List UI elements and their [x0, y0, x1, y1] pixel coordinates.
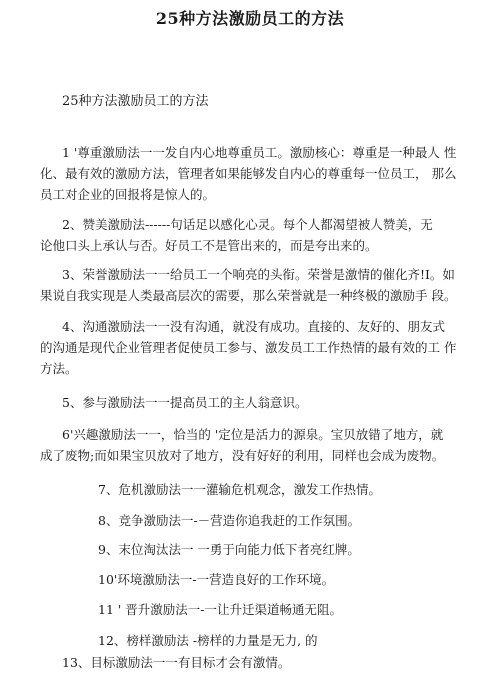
paragraph-line: 化、最有效的激励方法，管理者如果能够发自内心的尊重每一位员工， 那么	[40, 166, 457, 181]
paragraph-6	[40, 424, 460, 466]
paragraph-line: 1 '尊重激励法一一发自内心地尊重员工。激励核心：尊重是一种最人 性	[62, 145, 457, 160]
paragraph-line: 8、竞争激励法一-－营造你追我赶的工作氛围。	[98, 513, 361, 528]
paragraph-line: 果说自我实现是人类最高层次的需要，那么荣誉就是一种终极的激励手 段。	[40, 288, 457, 303]
paragraph-10	[98, 569, 500, 590]
document-subtitle: 25种方法激励员工的方法	[62, 94, 209, 109]
paragraph-line: 5、参与激励法一一提高员工的主人翁意识。	[62, 395, 308, 410]
paragraph-7	[98, 479, 500, 500]
paragraph-line: 9、末位淘汰法一 一勇于向能力低下者亮红牌。	[98, 542, 360, 557]
paragraph-line: 12、榜样激励法 -榜样的力量是无力, 的	[98, 633, 318, 648]
paragraph-line: 6'兴趣激励法一一，恰当的 '定位是活力的源泉。宝贝放错了地方，就	[62, 427, 444, 442]
paragraph-line: 13、目标激励法一一有目标才会有激情。	[62, 655, 291, 670]
paragraph-line: 7、危机激励法一一灌输危机观念，激发工作热情。	[98, 482, 381, 497]
paragraph-line: 员工对企业的回报将是惊人的。	[40, 187, 216, 202]
paragraph-8	[98, 510, 500, 531]
paragraph-line: 成了废物;而如果宝贝放对了地方，没有好好的利用，同样也会成为废物。	[40, 448, 445, 463]
paragraph-13	[62, 652, 482, 673]
paragraph-line: 论他口头上承认与否。好员工不是管出来的，而是夸出来的。	[40, 238, 378, 253]
paragraph-line: 11 ' 晋升激励法一-一让升迁渠道畅通无阻。	[98, 602, 343, 617]
paragraph-line: 3、荣誉激励法一一给员工一个响亮的头衔。荣誉是激情的催化齐!I。如	[62, 267, 455, 282]
paragraph-line: 4、沟通激励法一一没有沟通，就没有成功。直接的、友好的、朋友式	[62, 319, 445, 334]
paragraph-line: 方法。	[40, 361, 78, 376]
paragraph-line: 10'环境激励法一-一营造良好的工作环境。	[98, 572, 335, 587]
paragraph-4	[40, 316, 460, 379]
paragraph-9	[98, 539, 500, 560]
document-title: 25种方法激励员工的方法	[155, 9, 345, 28]
paragraph-11	[98, 599, 500, 620]
paragraph-line: 2、赞美激励法------句话足以感化心灵。每个人都渴望被人赞美，无	[62, 217, 433, 232]
paragraph-line: 的沟通是现代企业管理者促使员工参与、激发员工工作热情的最有效的工 作	[40, 340, 457, 355]
paragraph-12	[98, 630, 500, 651]
paragraph-5	[40, 392, 460, 413]
paragraph-3	[40, 264, 460, 306]
paragraph-2	[40, 214, 460, 256]
paragraph-1	[40, 142, 460, 205]
